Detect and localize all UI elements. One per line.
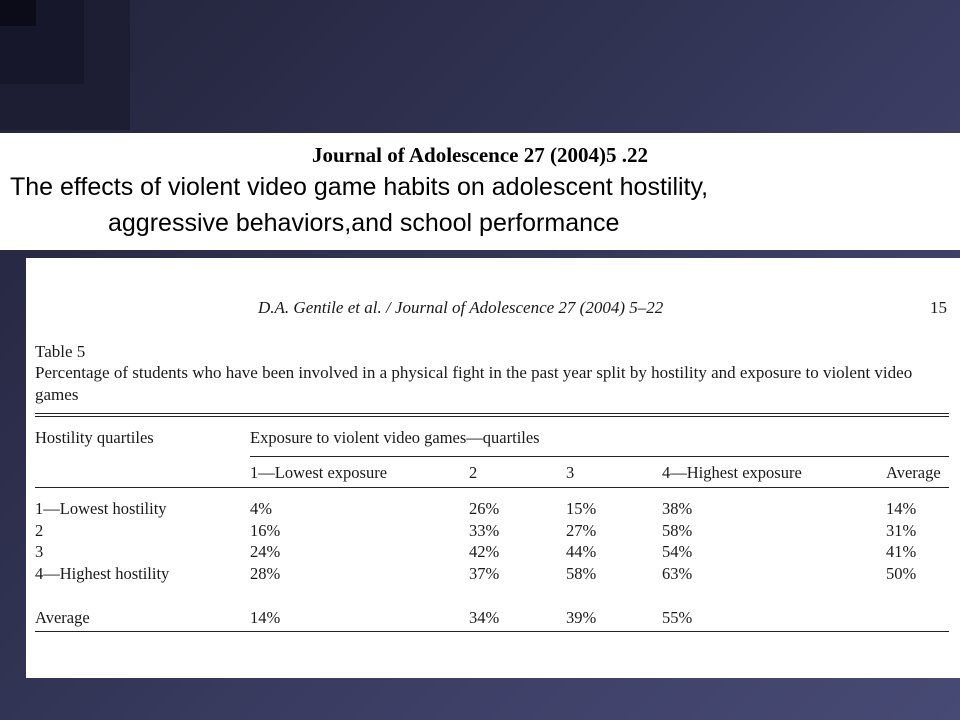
column-header: Average — [886, 463, 941, 482]
slide-title-line-2: aggressive behaviors,and school performance — [108, 209, 620, 237]
table-cell: 58% — [662, 521, 693, 540]
scanned-paper-page — [26, 258, 960, 678]
column-header: 4—Highest exposure — [662, 463, 802, 482]
row-label: 3 — [35, 542, 44, 561]
table-cell: 44% — [566, 542, 597, 561]
table-header-bottom-rule — [35, 487, 949, 488]
table-top-rule-double — [35, 416, 949, 417]
row-label: 1—Lowest hostility — [35, 499, 167, 518]
table-cell: 4% — [250, 499, 272, 518]
table-cell: 63% — [662, 564, 693, 583]
table-cell: 42% — [469, 542, 500, 561]
table-label: Table 5 — [35, 342, 86, 361]
table-cell: 14% — [886, 499, 917, 518]
table-cell: 33% — [469, 521, 500, 540]
row-label: Average — [35, 608, 90, 627]
table-cell: 15% — [566, 499, 597, 518]
row-label: 4—Highest hostility — [35, 564, 170, 583]
table-cell: 39% — [566, 608, 597, 627]
table-cell: 14% — [250, 608, 281, 627]
journal-citation: Journal of Adolescence 27 (2004)5 .22 — [312, 143, 648, 167]
table-top-rule — [35, 413, 949, 414]
table-cell: 41% — [886, 542, 917, 561]
column-header: 3 — [566, 463, 575, 482]
table-cell: 38% — [662, 499, 693, 518]
background-corner-decoration-dark — [0, 0, 36, 26]
title-banner — [0, 133, 960, 250]
table-cell: 37% — [469, 564, 500, 583]
row-header: Hostility quartiles — [35, 428, 154, 447]
slide-title-line-1: The effects of violent video game habits on adolescent hostility, — [10, 173, 709, 201]
table-cell: 54% — [662, 542, 693, 561]
row-label: 2 — [35, 521, 44, 540]
table-cell: 55% — [662, 608, 693, 627]
table-cell: 24% — [250, 542, 281, 561]
column-header: 1—Lowest exposure — [250, 463, 388, 482]
page-number: 15 — [930, 298, 947, 317]
table-cell: 31% — [886, 521, 917, 540]
table-cell: 28% — [250, 564, 281, 583]
running-head: D.A. Gentile et al. / Journal of Adolescence 27 (2004) 5–22 — [258, 298, 664, 317]
column-header: 2 — [469, 463, 478, 482]
table-cell: 50% — [886, 564, 917, 583]
table-bottom-rule — [35, 631, 949, 632]
table-cell: 58% — [566, 564, 597, 583]
table-cell: 16% — [250, 521, 281, 540]
table-cell: 34% — [469, 608, 500, 627]
table-cell: 26% — [469, 499, 500, 518]
table-caption: Percentage of students who have been involved in a physical fight in the past year split by hostility and exposure to violent video games — [35, 363, 913, 404]
group-header: Exposure to violent video games—quartiles — [250, 428, 540, 447]
table-cell: 27% — [566, 521, 597, 540]
table-header-rule — [250, 456, 949, 457]
